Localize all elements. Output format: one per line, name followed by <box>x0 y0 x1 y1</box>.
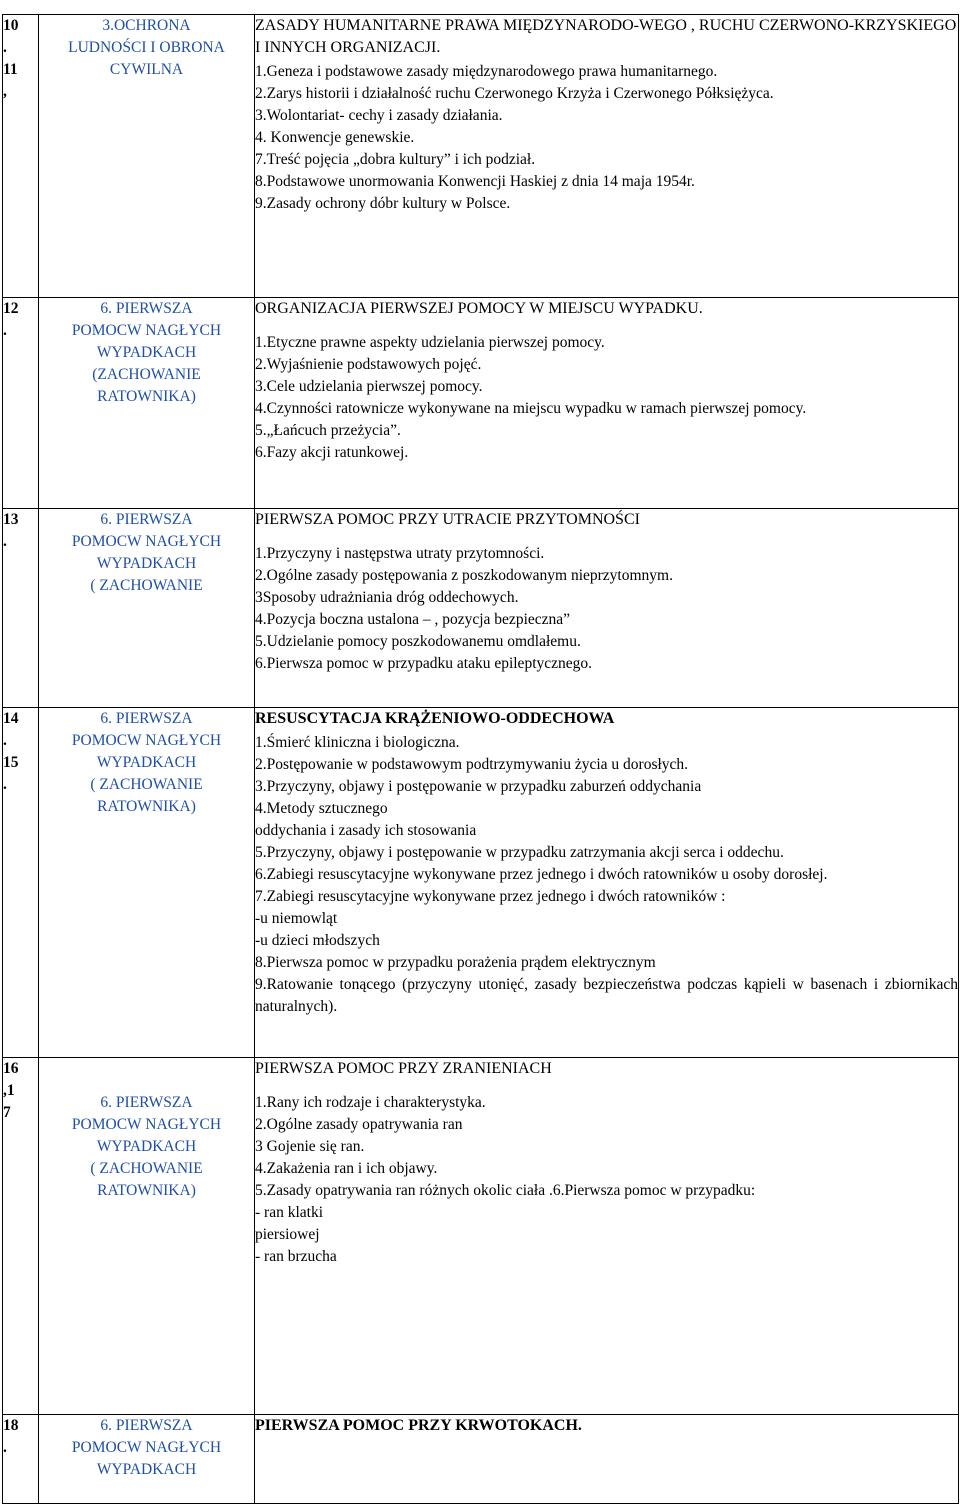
module-name: RATOWNIKA) <box>97 388 196 405</box>
table-row <box>3 298 959 509</box>
topic-title: ZASADY HUMANITARNE PRAWA MIĘDZYNARODO-WEGO , RUCHU CZERWONO-KRZYSKIEGO I INNYCH ORGANIZACJI. <box>255 17 957 56</box>
lesson-number: . <box>3 1439 7 1456</box>
module-name: ( ZACHOWANIE <box>90 577 203 594</box>
module-cell <box>39 298 255 509</box>
topic-item: 5.Zasady opatrywania ran różnych okolic ciała .6.Pierwsza pomoc w przypadku: <box>255 1182 756 1199</box>
module-name: RATOWNIKA) <box>97 798 196 815</box>
lesson-number: 14 <box>3 710 19 727</box>
topic-item: 2.Postępowanie w podstawowym podtrzymywaniu życia u dorosłych. <box>255 756 689 773</box>
module-name: 3.OCHRONA <box>102 17 191 34</box>
content-cell <box>255 15 959 298</box>
lesson-number: 10 <box>3 17 19 34</box>
topic-item: 3 Gojenie się ran. <box>255 1138 365 1155</box>
topic-item: 2.Zarys historii i działalność ruchu Czerwonego Krzyża i Czerwonego Półksiężyca. <box>255 85 774 102</box>
module-name: WYPADKACH <box>96 1138 197 1155</box>
content-cell <box>255 1415 959 1504</box>
lesson-number: 7 <box>3 1104 11 1121</box>
topic-item: 4.Metody sztucznego <box>255 800 388 817</box>
table-row <box>3 15 959 298</box>
table-row <box>3 1415 959 1504</box>
module-name: LUDNOŚCI I OBRONA <box>68 39 225 56</box>
content-cell <box>255 298 959 509</box>
topic-item: 1.Rany ich rodzaje i charakterystyka. <box>255 1094 486 1111</box>
module-cell <box>39 509 255 708</box>
table-row <box>3 708 959 1058</box>
module-name: 6. PIERWSZA <box>100 300 193 317</box>
topic-item: 1.Przyczyny i następstwa utraty przytomności. <box>255 545 545 562</box>
lesson-number-cell <box>3 1058 39 1415</box>
topic-title: PIERWSZA POMOC PRZY UTRACIE PRZYTOMNOŚCI <box>255 511 640 528</box>
topic-item: - ran brzucha <box>255 1248 337 1265</box>
module-cell <box>39 708 255 1058</box>
lesson-number-cell <box>3 298 39 509</box>
lesson-number: . <box>3 322 7 339</box>
topic-item: 4.Zakażenia ran i ich objawy. <box>255 1160 438 1177</box>
topic-title: RESUSCYTACJA KRĄŻENIOWO-ODDECHOWA <box>255 710 615 727</box>
topic-item: 1.Geneza i podstawowe zasady międzynarodowego prawa humanitarnego. <box>255 63 718 80</box>
topic-item: 9.Ratowanie tonącego (przyczyny utonięć, zasady bezpieczeństwa podczas kąpieli w basenach i zbiornikach naturalnych). <box>255 976 958 1015</box>
topic-title: ORGANIZACJA PIERWSZEJ POMOCY W MIEJSCU WYPADKU. <box>255 300 703 317</box>
table-row <box>3 509 959 708</box>
topic-item: oddychania i zasady ich stosowania <box>255 822 477 839</box>
topic-item: 5.Udzielanie pomocy poszkodowanemu omdlałemu. <box>255 633 581 650</box>
module-name: WYPADKACH <box>96 555 197 572</box>
lesson-number: 13 <box>3 511 19 528</box>
lesson-number: 11 <box>3 61 18 78</box>
topic-item: 4.Czynności ratownicze wykonywane na miejscu wypadku w ramach pierwszej pomocy. <box>255 400 807 417</box>
curriculum-table <box>2 14 959 1504</box>
topic-item: 4. Konwencje genewskie. <box>255 129 415 146</box>
topic-item: 9.Zasady ochrony dóbr kultury w Polsce. <box>255 195 511 212</box>
topic-item: 3.Wolontariat- cechy i zasady działania. <box>255 107 503 124</box>
topic-item: 6.Zabiegi resuscytacyjne wykonywane przez jednego i dwóch ratowników u osoby dorosłej. <box>255 866 828 883</box>
module-name: WYPADKACH <box>96 344 197 361</box>
topic-item: 5.„Łańcuch przeżycia”. <box>255 422 401 439</box>
lesson-number-cell <box>3 708 39 1058</box>
topic-item: 2.Wyjaśnienie podstawowych pojęć. <box>255 356 482 373</box>
lesson-number: 15 <box>3 754 19 771</box>
lesson-number: 16 <box>3 1060 19 1077</box>
module-name: 6. PIERWSZA <box>100 1094 193 1111</box>
content-cell <box>255 708 959 1058</box>
lesson-number: 18 <box>3 1417 19 1434</box>
module-name: CYWILNA <box>109 61 184 78</box>
content-cell <box>255 509 959 708</box>
lesson-number: , <box>3 83 7 100</box>
lesson-number: . <box>3 732 7 749</box>
table-row <box>3 1058 959 1415</box>
topic-item: 8.Pierwsza pomoc w przypadku porażenia prądem elektrycznym <box>255 954 656 971</box>
topic-title: PIERWSZA POMOC PRZY KRWOTOKACH. <box>255 1417 582 1434</box>
module-cell <box>39 1415 255 1504</box>
topic-item: 8.Podstawowe unormowania Konwencji Haskiej z dnia 14 maja 1954r. <box>255 173 695 190</box>
module-name: 6. PIERWSZA <box>100 511 193 528</box>
topic-item: 1.Śmierć kliniczna i biologiczna. <box>255 734 460 751</box>
module-name: 6. PIERWSZA <box>100 1417 193 1434</box>
module-name: POMOCW NAGŁYCH <box>71 732 222 749</box>
module-name: POMOCW NAGŁYCH <box>71 533 222 550</box>
topic-item: -u dzieci młodszych <box>255 932 380 949</box>
module-name: POMOCW NAGŁYCH <box>71 1439 222 1456</box>
topic-item: 1.Etyczne prawne aspekty udzielania pierwszej pomocy. <box>255 334 605 351</box>
module-name: 6. PIERWSZA <box>100 710 193 727</box>
topic-item: 6.Pierwsza pomoc w przypadku ataku epileptycznego. <box>255 655 593 672</box>
topic-item: 7.Zabiegi resuscytacyjne wykonywane przez jednego i dwóch ratowników : <box>255 888 726 905</box>
module-name: WYPADKACH <box>96 1461 197 1478</box>
lesson-number: ,1 <box>3 1082 15 1099</box>
module-name: RATOWNIKA) <box>97 1182 196 1199</box>
topic-title: PIERWSZA POMOC PRZY ZRANIENIACH <box>255 1060 552 1077</box>
topic-item: 4.Pozycja boczna ustalona – , pozycja bezpieczna” <box>255 611 571 628</box>
lesson-number-cell <box>3 1415 39 1504</box>
topic-item: piersiowej <box>255 1226 320 1243</box>
lesson-number: 12 <box>3 300 19 317</box>
module-name: POMOCW NAGŁYCH <box>71 1116 222 1133</box>
lesson-number-cell <box>3 15 39 298</box>
module-name: WYPADKACH <box>96 754 197 771</box>
topic-item: 3.Przyczyny, objawy i postępowanie w przypadku zaburzeń oddychania <box>255 778 702 795</box>
topic-item: - ran klatki <box>255 1204 324 1221</box>
module-name: ( ZACHOWANIE <box>90 1160 203 1177</box>
lesson-number: . <box>3 533 7 550</box>
module-cell <box>39 15 255 298</box>
lesson-number: . <box>3 39 7 56</box>
topic-item: 3Sposoby udrażniania dróg oddechowych. <box>255 589 519 606</box>
topic-item: 2.Ogólne zasady postępowania z poszkodowanym nieprzytomnym. <box>255 567 673 584</box>
lesson-number: . <box>3 776 7 793</box>
module-name: POMOCW NAGŁYCH <box>71 322 222 339</box>
topic-item: 6.Fazy akcji ratunkowej. <box>255 444 409 461</box>
topic-item: 7.Treść pojęcia „dobra kultury” i ich podział. <box>255 151 536 168</box>
lesson-number-cell <box>3 509 39 708</box>
topic-item: -u niemowląt <box>255 910 338 927</box>
content-cell <box>255 1058 959 1415</box>
module-cell <box>39 1058 255 1415</box>
module-name: ( ZACHOWANIE <box>90 776 203 793</box>
topic-item: 3.Cele udzielania pierwszej pomocy. <box>255 378 483 395</box>
topic-item: 5.Przyczyny, objawy i postępowanie w przypadku zatrzymania akcji serca i oddechu. <box>255 844 784 861</box>
module-name: (ZACHOWANIE <box>92 366 201 383</box>
topic-item: 2.Ogólne zasady opatrywania ran <box>255 1116 463 1133</box>
